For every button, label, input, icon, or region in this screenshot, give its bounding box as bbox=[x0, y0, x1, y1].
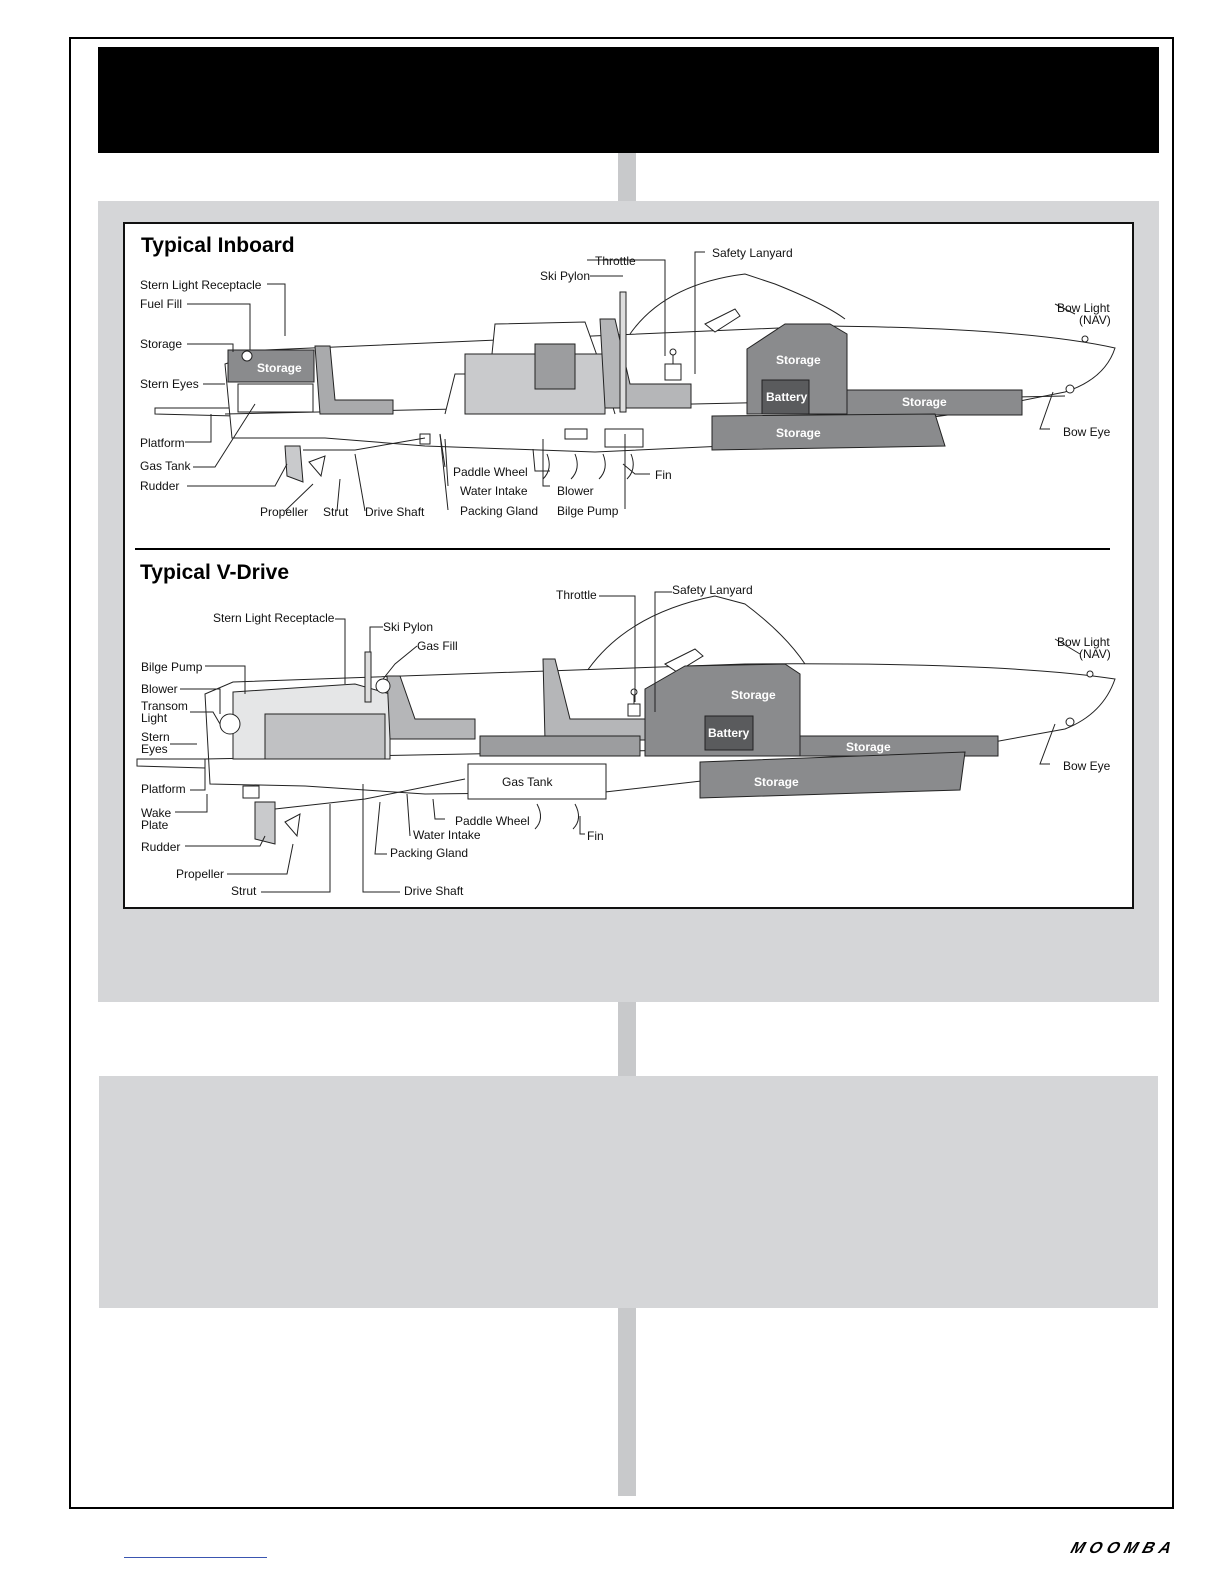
label-gas-fill: Gas Fill bbox=[417, 639, 458, 653]
label-stern-light-receptacle: Stern Light Receptacle bbox=[140, 278, 262, 292]
compartment-deck-storage: Storage bbox=[846, 740, 891, 754]
label-stern-light-receptacle: Stern Light Receptacle bbox=[213, 611, 335, 625]
column-divider bbox=[618, 1308, 636, 1496]
column-divider bbox=[618, 1002, 636, 1076]
compartment-bow-storage: Storage bbox=[776, 353, 821, 367]
label-propeller: Propeller bbox=[176, 867, 225, 881]
label-stern: Stern bbox=[141, 730, 170, 744]
label-fin: Fin bbox=[587, 829, 604, 843]
inboard-heading: Typical Inboard bbox=[141, 234, 295, 257]
label-paddle-wheel: Paddle Wheel bbox=[453, 465, 528, 479]
label-ski-pylon: Ski Pylon bbox=[540, 269, 591, 283]
boat-diagram-figure bbox=[123, 222, 1134, 909]
label-transom-light: Light bbox=[141, 711, 168, 725]
label-water-intake: Water Intake bbox=[413, 828, 481, 842]
label-blower: Blower bbox=[557, 484, 594, 498]
label-bow-eye: Bow Eye bbox=[1063, 425, 1111, 439]
label-nav: (NAV) bbox=[1079, 313, 1111, 327]
label-gas-tank: Gas Tank bbox=[140, 459, 191, 473]
label-packing-gland: Packing Gland bbox=[460, 504, 539, 518]
inboard-diagram bbox=[155, 252, 1115, 511]
label-throttle: Throttle bbox=[556, 588, 597, 602]
label-wake-plate: Plate bbox=[141, 818, 169, 832]
label-rudder: Rudder bbox=[140, 479, 180, 493]
brand-logo: MOOMBA bbox=[1068, 1540, 1179, 1557]
label-bow-light: Bow Light bbox=[1057, 301, 1110, 315]
label-fuel-fill: Fuel Fill bbox=[140, 297, 183, 311]
grey-panel bbox=[99, 1076, 1158, 1308]
label-platform: Platform bbox=[141, 782, 186, 796]
label-drive-shaft: Drive Shaft bbox=[404, 884, 464, 898]
label-rudder: Rudder bbox=[141, 840, 181, 854]
label-safety-lanyard: Safety Lanyard bbox=[672, 583, 753, 597]
label-transom: Transom bbox=[141, 699, 188, 713]
label-throttle: Throttle bbox=[595, 254, 636, 268]
label-stern-eyes: Eyes bbox=[141, 742, 168, 756]
vdrive-heading: Typical V-Drive bbox=[140, 561, 290, 584]
compartment-deck-storage: Storage bbox=[902, 395, 947, 409]
label-strut: Strut bbox=[323, 505, 349, 519]
title-bar bbox=[98, 47, 1159, 153]
label-strut: Strut bbox=[231, 884, 257, 898]
label-paddle-wheel: Paddle Wheel bbox=[455, 814, 530, 828]
compartment-stern-storage: Storage bbox=[257, 361, 302, 375]
compartment-gas-tank: Gas Tank bbox=[502, 775, 553, 789]
footer-link-underline[interactable] bbox=[124, 1557, 267, 1558]
label-nav: (NAV) bbox=[1079, 647, 1111, 661]
compartment-bow-storage: Storage bbox=[731, 688, 776, 702]
label-propeller: Propeller bbox=[260, 505, 309, 519]
compartment-hull-storage: Storage bbox=[754, 775, 799, 789]
label-packing-gland: Packing Gland bbox=[390, 846, 469, 860]
label-wake: Wake bbox=[141, 806, 172, 820]
label-fin: Fin bbox=[655, 468, 672, 482]
label-bow-eye: Bow Eye bbox=[1063, 759, 1111, 773]
compartment-hull-storage: Storage bbox=[776, 426, 821, 440]
label-water-intake: Water Intake bbox=[460, 484, 528, 498]
vdrive-diagram bbox=[137, 592, 1115, 892]
compartment-battery: Battery bbox=[766, 390, 808, 404]
label-safety-lanyard: Safety Lanyard bbox=[712, 246, 793, 260]
label-storage: Storage bbox=[140, 337, 183, 351]
label-platform: Platform bbox=[140, 436, 185, 450]
label-bilge-pump: Bilge Pump bbox=[141, 660, 203, 674]
label-bilge-pump: Bilge Pump bbox=[557, 504, 619, 518]
column-divider bbox=[618, 153, 636, 201]
label-drive-shaft: Drive Shaft bbox=[365, 505, 425, 519]
label-bow-light: Bow Light bbox=[1057, 635, 1110, 649]
label-stern-eyes: Stern Eyes bbox=[140, 377, 199, 391]
compartment-battery: Battery bbox=[708, 726, 750, 740]
label-ski-pylon: Ski Pylon bbox=[383, 620, 434, 634]
label-blower: Blower bbox=[141, 682, 178, 696]
boat-diagram bbox=[125, 224, 1134, 909]
